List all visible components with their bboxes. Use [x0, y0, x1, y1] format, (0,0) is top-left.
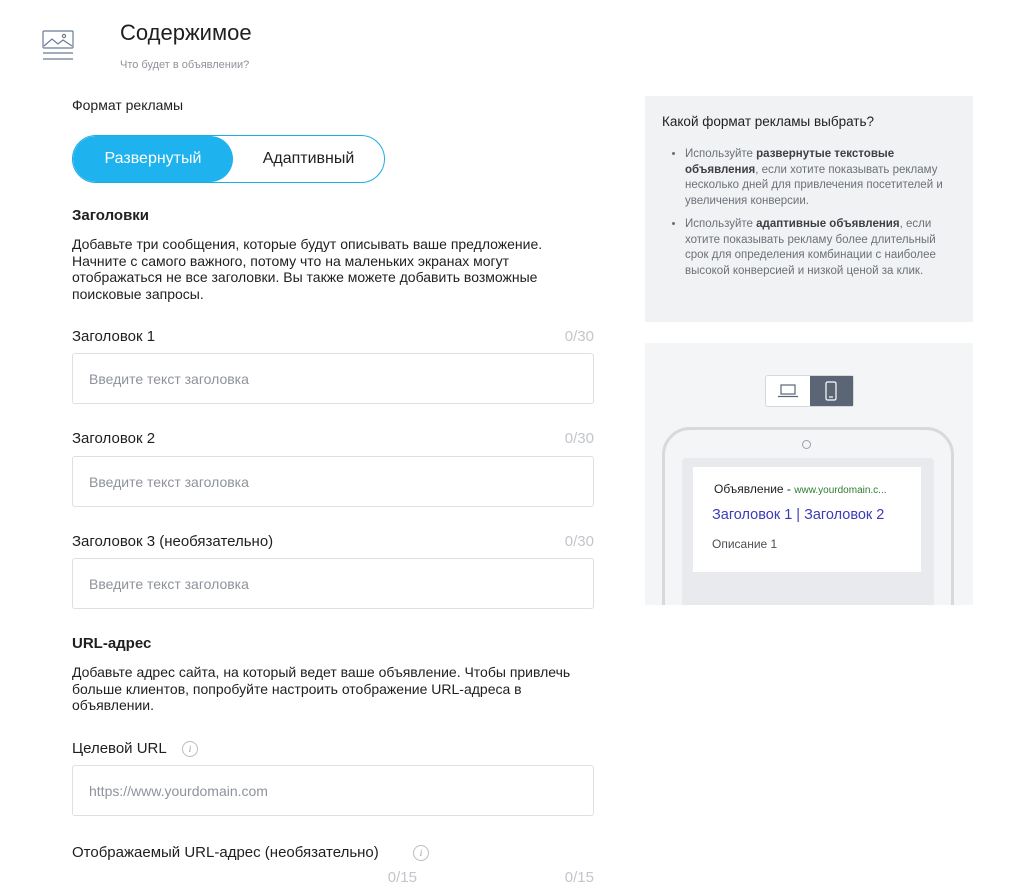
- headlines-section-title: Заголовки: [72, 207, 150, 224]
- headlines-description: Добавьте три сообщения, которые будут описывать ваше предложение. Начните с самого важного, потому что на маленьких экранах могут отображаться не все заголовки. Вы также можете добавить возможные поисковые запросы.: [72, 236, 543, 302]
- mobile-view-button[interactable]: [810, 376, 854, 406]
- headline-2-input[interactable]: [72, 456, 594, 507]
- page-subtitle: Что будет в объявлении?: [120, 59, 250, 71]
- phone-frame: [662, 427, 954, 605]
- ad-preview-card: [693, 467, 921, 572]
- headline-1-label: Заголовок 1: [72, 328, 156, 345]
- url-section-title: URL-адрес: [72, 635, 152, 652]
- format-toggle: [72, 135, 385, 183]
- ad-preview-panel: [645, 343, 973, 605]
- target-url-info-icon[interactable]: i: [182, 741, 198, 757]
- headline-1-input[interactable]: [72, 353, 594, 404]
- ad-headline: Заголовок 1 | Заголовок 2: [712, 507, 885, 523]
- tip-item: • Используйте развернутые текстовые объявления, если хотите показывать рекламу несколько дней для привлечения посетителей и увеличения конверсии.: [685, 147, 947, 209]
- device-toggle: [765, 375, 854, 407]
- format-option-expanded[interactable]: Развернутый: [73, 136, 233, 182]
- headline-3-label: Заголовок 3 (необязательно): [72, 533, 274, 550]
- display-url-counter-2: 0/15: [564, 869, 594, 886]
- ad-label-line: Объявление - www.yourdomain.c...: [714, 482, 887, 496]
- tip-item: • Используйте адаптивные объявления, если хотите показывать рекламу более длительный срок для определения комбинации с наиболее высокой конверсией и низкой ценой за клик.: [685, 217, 947, 279]
- phone-camera-icon: [802, 440, 811, 449]
- headline-2-counter: 0/30: [564, 430, 594, 447]
- smartphone-icon: [825, 381, 837, 401]
- desktop-view-button[interactable]: [766, 376, 810, 406]
- ad-display-url: www.yourdomain.c...: [794, 485, 887, 496]
- format-option-responsive[interactable]: Адаптивный: [262, 150, 355, 167]
- headline-2-label: Заголовок 2: [72, 430, 156, 447]
- headline-3-input[interactable]: [72, 558, 594, 609]
- image-content-icon: [42, 30, 74, 62]
- tips-title: Какой формат рекламы выбрать?: [662, 114, 875, 129]
- ad-description: Описание 1: [712, 537, 778, 551]
- format-tips-panel: [645, 96, 973, 322]
- page-title: Содержимое: [120, 20, 252, 45]
- display-url-counter-1: 0/15: [387, 869, 417, 886]
- display-url-label: Отображаемый URL-адрес (необязательно): [72, 844, 379, 861]
- tips-list: [685, 147, 947, 287]
- headline-3-counter: 0/30: [564, 533, 594, 550]
- url-description: Добавьте адрес сайта, на который ведет ваше объявление. Чтобы привлечь больше клиентов, попробуйте настроить отображение URL-адреса в объявлении.: [72, 664, 571, 713]
- target-url-input[interactable]: [72, 765, 594, 816]
- laptop-icon: [778, 384, 798, 398]
- phone-screen: [682, 458, 934, 605]
- format-label: Формат рекламы: [72, 97, 184, 113]
- target-url-label: Целевой URL: [72, 740, 167, 757]
- headline-1-counter: 0/30: [564, 328, 594, 345]
- display-url-info-icon[interactable]: i: [413, 845, 429, 861]
